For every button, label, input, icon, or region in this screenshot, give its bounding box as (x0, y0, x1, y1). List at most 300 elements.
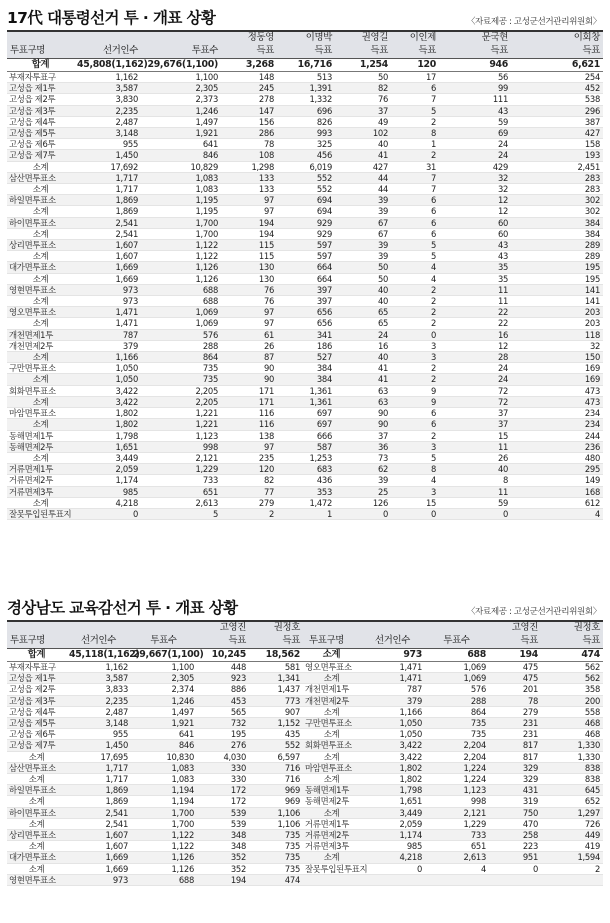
cell-lee-myung-bak: 1,361 (277, 396, 335, 407)
cell-votes: 2,373 (141, 94, 221, 105)
cell-district: 소계 (7, 273, 75, 284)
cell-votes: 846 (141, 150, 221, 161)
cell-lee-hoi-chang: 384 (511, 217, 603, 228)
header-candidate-name: 이인제 (391, 31, 439, 45)
cell-moon-kook-hyun: 24 (439, 363, 511, 374)
cell-ko-young-jin: 352 (197, 852, 249, 863)
cell-votes: 1,126 (131, 852, 197, 863)
cell-votes: 733 (425, 830, 489, 841)
header-candidate-name: 권영길 (335, 31, 391, 45)
cell-lee-myung-bak: 1 (277, 508, 335, 519)
cell-district: 동해면제2투 (303, 796, 361, 807)
table-row (7, 329, 603, 340)
cell-electors: 379 (361, 695, 425, 706)
cell-lee-myung-bak: 513 (277, 72, 335, 83)
cell-votes: 864 (425, 706, 489, 717)
cell-kwon-jung-ho: 1,594 (541, 852, 603, 863)
cell-kwon-young-ghil: 39 (335, 251, 391, 262)
cell-lee-hoi-chang: 295 (511, 464, 603, 475)
table-row (7, 818, 603, 829)
cell-moon-kook-hyun: 60 (439, 228, 511, 239)
cell-kwon-young-ghil: 73 (335, 452, 391, 463)
cell-chung-dong-young: 138 (221, 430, 277, 441)
cell-electors: 1,651 (361, 796, 425, 807)
cell-lee-in-je: 2 (391, 116, 439, 127)
cell-votes: 2,204 (425, 740, 489, 751)
cell-electors: 4,218 (75, 497, 141, 508)
cell-chung-dong-young: 148 (221, 72, 277, 83)
cell-electors: 3,148 (75, 128, 141, 139)
cell-district: 거류면제1투 (7, 464, 75, 475)
subtotal-row (7, 318, 603, 329)
cell-moon-kook-hyun: 111 (439, 94, 511, 105)
cell-district: 영오면투표소 (7, 307, 75, 318)
header-blank (361, 621, 425, 635)
cell-chung-dong-young: 82 (221, 475, 277, 486)
cell-electors: 3,587 (67, 673, 131, 684)
cell-votes: 2,305 (131, 673, 197, 684)
cell-lee-in-je: 6 (391, 206, 439, 217)
cell-electors: 1,717 (67, 762, 131, 773)
cell-kwon-jung-ho: 558 (541, 706, 603, 717)
cell-electors: 1,798 (75, 430, 141, 441)
cell-electors: 1,869 (67, 785, 131, 796)
header-candidate-name: 정동영 (221, 31, 277, 45)
cell-kwon-jung-ho: 645 (541, 785, 603, 796)
cell-lee-myung-bak: 587 (277, 441, 335, 452)
cell-district: 고성읍 제1투 (7, 673, 67, 684)
cell-kwon-young-ghil: 67 (335, 228, 391, 239)
cell-lee-in-je: 7 (391, 94, 439, 105)
cell-electors: 1,050 (75, 363, 141, 374)
cell-ko-young-jin: 951 (489, 852, 541, 863)
table-row (7, 150, 603, 161)
cell-votes: 735 (141, 374, 221, 385)
header-votes-received: 득표 (489, 635, 541, 649)
cell-moon-kook-hyun: 43 (439, 251, 511, 262)
cell-electors: 787 (361, 684, 425, 695)
cell-ko-young-jin: 195 (197, 729, 249, 740)
cell-district: 거류면제3투 (303, 841, 361, 852)
header-district-label: 투표구명 (7, 635, 67, 649)
cell-district: 고성읍 제4투 (7, 706, 67, 717)
cell-district: 고성읍 제7투 (7, 740, 67, 751)
cell-electors: 1,162 (75, 72, 141, 83)
cell-electors: 2,487 (67, 706, 131, 717)
cell-votes: 1,100 (131, 662, 197, 673)
cell-votes: 1,229 (425, 818, 489, 829)
cell-lee-myung-bak: 384 (277, 363, 335, 374)
header-electors: 선거인수 (75, 45, 141, 59)
cell-lee-myung-bak: 397 (277, 284, 335, 295)
cell-lee-in-je: 2 (391, 307, 439, 318)
presidential-header-row-2 (7, 45, 603, 59)
cell-district: 소계 (7, 318, 75, 329)
cell-moon-kook-hyun: 0 (439, 508, 511, 519)
cell-chung-dong-young: 147 (221, 105, 277, 116)
cell-district: 동해면제1투 (7, 430, 75, 441)
cell-moon-kook-hyun: 37 (439, 419, 511, 430)
cell-kwon-young-ghil: 41 (335, 374, 391, 385)
cell-chung-dong-young: 2 (221, 508, 277, 519)
cell-ko-young-jin: 565 (197, 706, 249, 717)
cell-electors: 1,174 (75, 475, 141, 486)
header-blank (303, 621, 361, 635)
cell-ko-young-jin: 279 (489, 706, 541, 717)
cell-lee-in-je: 0 (391, 508, 439, 519)
subtotal-row (7, 206, 603, 217)
cell-district: 구만면투표소 (7, 363, 75, 374)
cell-district: 개천면제1투 (7, 329, 75, 340)
table-row (7, 830, 603, 841)
subtotal-row (7, 273, 603, 284)
cell-lee-myung-bak: 16,716 (277, 59, 335, 72)
cell-district: 소계 (303, 774, 361, 785)
cell-electors: 955 (75, 139, 141, 150)
cell-lee-hoi-chang: 244 (511, 430, 603, 441)
cell-electors: 3,422 (75, 385, 141, 396)
cell-lee-myung-bak: 826 (277, 116, 335, 127)
cell-district: 합계 (7, 649, 67, 662)
cell-district: 합계 (7, 59, 75, 72)
cell-lee-hoi-chang: 195 (511, 273, 603, 284)
cell-electors: 973 (75, 296, 141, 307)
cell-lee-myung-bak: 696 (277, 105, 335, 116)
table-row (7, 718, 603, 729)
cell-electors: 3,449 (361, 807, 425, 818)
cell-kwon-young-ghil: 40 (335, 284, 391, 295)
cell-lee-myung-bak: 436 (277, 475, 335, 486)
cell-kwon-jung-ho: 581 (249, 662, 303, 673)
cell-kwon-young-ghil: 39 (335, 475, 391, 486)
cell-chung-dong-young: 133 (221, 172, 277, 183)
cell-kwon-young-ghil: 39 (335, 240, 391, 251)
cell-lee-hoi-chang: 149 (511, 475, 603, 486)
header-blank (425, 621, 489, 635)
cell-kwon-jung-ho: 474 (249, 874, 303, 885)
cell-electors: 1,471 (75, 318, 141, 329)
cell-votes: 1,195 (141, 206, 221, 217)
cell-lee-in-je: 15 (391, 497, 439, 508)
header-votes-top (141, 31, 221, 45)
cell-votes: 1,122 (131, 830, 197, 841)
cell-lee-hoi-chang: 473 (511, 385, 603, 396)
cell-kwon-young-ghil: 65 (335, 318, 391, 329)
cell-votes: 1,497 (141, 116, 221, 127)
cell-lee-hoi-chang: 473 (511, 396, 603, 407)
cell-district: 거류면제3투 (7, 486, 75, 497)
cell-lee-hoi-chang: 150 (511, 352, 603, 363)
cell-district: 소계 (7, 863, 67, 874)
cell-moon-kook-hyun: 8 (439, 475, 511, 486)
subtotal-row (7, 396, 603, 407)
cell-lee-myung-bak: 697 (277, 408, 335, 419)
cell-electors: 3,833 (67, 684, 131, 695)
cell-lee-hoi-chang: 169 (511, 363, 603, 374)
cell-votes: 1,195 (141, 195, 221, 206)
cell-moon-kook-hyun: 16 (439, 329, 511, 340)
table-row (7, 796, 603, 807)
cell-lee-hoi-chang: 203 (511, 307, 603, 318)
cell-district: 부재자투표구 (7, 662, 67, 673)
cell-moon-kook-hyun: 22 (439, 307, 511, 318)
cell-ko-young-jin: 329 (489, 762, 541, 773)
cell-electors: 1,717 (75, 184, 141, 195)
cell-electors: 17,695 (67, 751, 131, 762)
cell-kwon-jung-ho: 468 (541, 729, 603, 740)
cell-kwon-young-ghil: 16 (335, 340, 391, 351)
cell-district: 고성읍 제3투 (7, 695, 67, 706)
cell-electors: 1,050 (361, 729, 425, 740)
cell-ko-young-jin: 431 (489, 785, 541, 796)
subtotal-row (7, 352, 603, 363)
cell-kwon-jung-ho: 773 (249, 695, 303, 706)
cell-kwon-jung-ho: 1,297 (541, 807, 603, 818)
cell-electors: 1,869 (75, 195, 141, 206)
cell-votes: 1,083 (131, 774, 197, 785)
cell-lee-hoi-chang: 193 (511, 150, 603, 161)
header-votes-received: 득표 (335, 45, 391, 59)
cell-lee-hoi-chang: 538 (511, 94, 603, 105)
table-row (7, 83, 603, 94)
table-row (7, 751, 603, 762)
header-votes-received: 득표 (249, 635, 303, 649)
cell-lee-myung-bak: 694 (277, 206, 335, 217)
cell-lee-in-je: 9 (391, 396, 439, 407)
cell-votes: 1,083 (141, 172, 221, 183)
cell-lee-in-je: 6 (391, 217, 439, 228)
cell-electors: 0 (75, 508, 141, 519)
cell-votes: 688 (131, 874, 197, 885)
cell-kwon-young-ghil: 41 (335, 150, 391, 161)
cell-district: 거류면제2투 (7, 475, 75, 486)
table-row (7, 408, 603, 419)
cell-district (303, 874, 361, 885)
cell-kwon-jung-ho: 200 (541, 695, 603, 706)
cell-ko-young-jin: 470 (489, 818, 541, 829)
cell-district: 고성읍 제5투 (7, 718, 67, 729)
cell-electors: 1,802 (75, 419, 141, 430)
cell-moon-kook-hyun: 24 (439, 374, 511, 385)
cell-district: 고성읍 제3투 (7, 105, 75, 116)
cell-votes: 1,083 (141, 184, 221, 195)
cell-electors: 2,235 (75, 105, 141, 116)
cell-district: 고성읍 제7투 (7, 150, 75, 161)
cell-votes: 1,700 (131, 807, 197, 818)
cell-lee-in-je: 2 (391, 430, 439, 441)
cell-votes: 651 (141, 486, 221, 497)
cell-kwon-young-ghil: 37 (335, 430, 391, 441)
cell-lee-hoi-chang: 169 (511, 374, 603, 385)
cell-ko-young-jin: 475 (489, 673, 541, 684)
cell-district: 소계 (303, 706, 361, 717)
cell-votes: 2,204 (425, 751, 489, 762)
cell-votes: 1,122 (131, 841, 197, 852)
cell-chung-dong-young: 194 (221, 217, 277, 228)
cell-kwon-jung-ho: 1,330 (541, 740, 603, 751)
cell-kwon-young-ghil: 90 (335, 419, 391, 430)
table-row (7, 774, 603, 785)
cell-moon-kook-hyun: 24 (439, 150, 511, 161)
cell-district: 소계 (7, 841, 67, 852)
cell-kwon-young-ghil: 40 (335, 296, 391, 307)
cell-chung-dong-young: 97 (221, 206, 277, 217)
cell-kwon-young-ghil: 67 (335, 217, 391, 228)
cell-ko-young-jin: 817 (489, 740, 541, 751)
cell-electors: 17,692 (75, 161, 141, 172)
table-row (7, 128, 603, 139)
cell-moon-kook-hyun: 946 (439, 59, 511, 72)
table-row (7, 475, 603, 486)
cell-electors: 3,830 (75, 94, 141, 105)
cell-moon-kook-hyun: 43 (439, 105, 511, 116)
cell-electors: 1,717 (67, 774, 131, 785)
cell-votes: 735 (425, 718, 489, 729)
cell-lee-hoi-chang: 384 (511, 228, 603, 239)
cell-moon-kook-hyun: 72 (439, 385, 511, 396)
cell-district: 고성읍 제6투 (7, 729, 67, 740)
table-row (7, 262, 603, 273)
cell-votes: 1,083 (131, 762, 197, 773)
cell-electors: 1,669 (75, 273, 141, 284)
cell-votes: 998 (141, 441, 221, 452)
cell-district: 영현면투표소 (7, 874, 67, 885)
cell-votes: 1,700 (141, 228, 221, 239)
cell-electors: 1,669 (75, 262, 141, 273)
header-electors-top (75, 31, 141, 45)
cell-kwon-jung-ho: 716 (249, 774, 303, 785)
cell-electors: 1,651 (75, 441, 141, 452)
cell-electors: 1,166 (75, 352, 141, 363)
cell-votes: 4 (425, 863, 489, 874)
cell-district: 회화면투표소 (303, 740, 361, 751)
cell-moon-kook-hyun: 22 (439, 318, 511, 329)
header-votes-received: 득표 (439, 45, 511, 59)
cell-kwon-jung-ho: 1,106 (249, 818, 303, 829)
cell-ko-young-jin: 539 (197, 818, 249, 829)
subtotal-row (7, 419, 603, 430)
cell-chung-dong-young: 90 (221, 374, 277, 385)
cell-moon-kook-hyun: 32 (439, 184, 511, 195)
table-row (7, 841, 603, 852)
header-votes: 투표수 (425, 635, 489, 649)
cell-lee-hoi-chang: 283 (511, 184, 603, 195)
cell-ko-young-jin: 0 (489, 863, 541, 874)
cell-electors: 45,808(1,162) (77, 59, 148, 70)
cell-lee-myung-bak: 1,391 (277, 83, 335, 94)
cell-votes: 688 (425, 649, 489, 662)
cell-votes: 1,229 (141, 464, 221, 475)
cell-votes: 1,221 (141, 419, 221, 430)
cell-district: 소계 (303, 729, 361, 740)
education-table (7, 620, 603, 886)
cell-lee-in-je: 4 (391, 273, 439, 284)
table-row (7, 363, 603, 374)
cell-electors: 2,059 (361, 818, 425, 829)
cell-votes: 1,224 (425, 762, 489, 773)
cell-kwon-young-ghil: 126 (335, 497, 391, 508)
cell-electors: 955 (67, 729, 131, 740)
cell-electors: 1,174 (361, 830, 425, 841)
cell-votes: 1,921 (141, 128, 221, 139)
header-electors: 선거인수 (67, 635, 131, 649)
cell-electors: 1,869 (67, 796, 131, 807)
cell-kwon-young-ghil: 49 (335, 116, 391, 127)
cell-votes: 735 (141, 363, 221, 374)
cell-kwon-jung-ho: 838 (541, 774, 603, 785)
cell-electors (361, 874, 425, 885)
cell-district: 소계 (303, 649, 361, 662)
cell-electors: 3,587 (75, 83, 141, 94)
cell-votes: 1,069 (425, 673, 489, 684)
cell-lee-myung-bak: 325 (277, 139, 335, 150)
cell-moon-kook-hyun: 24 (439, 139, 511, 150)
cell-votes: 2,205 (141, 385, 221, 396)
cell-lee-in-je: 2 (391, 150, 439, 161)
subtotal-row (7, 161, 603, 172)
cell-lee-myung-bak: 186 (277, 340, 335, 351)
cell-votes: 1,126 (141, 273, 221, 284)
cell-votes: 688 (141, 284, 221, 295)
cell-kwon-young-ghil: 0 (335, 508, 391, 519)
cell-votes: 1,123 (141, 430, 221, 441)
cell-district: 구만면투표소 (303, 718, 361, 729)
cell-moon-kook-hyun: 28 (439, 352, 511, 363)
cell-lee-hoi-chang: 234 (511, 408, 603, 419)
cell-kwon-jung-ho: 2 (541, 863, 603, 874)
cell-district: 소계 (7, 251, 75, 262)
cell-votes: 576 (141, 329, 221, 340)
table-row (7, 729, 603, 740)
cell-electors: 2,541 (67, 818, 131, 829)
cell-moon-kook-hyun: 40 (439, 464, 511, 475)
cell-chung-dong-young: 116 (221, 408, 277, 419)
cell-ko-young-jin: 348 (197, 830, 249, 841)
cell-kwon-young-ghil: 39 (335, 206, 391, 217)
cell-lee-in-je: 2 (391, 374, 439, 385)
table-row (7, 72, 603, 83)
header-candidate-name: 이명박 (277, 31, 335, 45)
cell-lee-in-je: 5 (391, 105, 439, 116)
cell-electors: 1,162 (67, 662, 131, 673)
cell-electors: 1,166 (361, 706, 425, 717)
cell-district: 소계 (7, 774, 67, 785)
cell-lee-in-je: 9 (391, 385, 439, 396)
header-candidate-name: 문국현 (439, 31, 511, 45)
table-row (7, 307, 603, 318)
cell-district: 대가면투표소 (7, 262, 75, 273)
cell-district: 소계 (7, 206, 75, 217)
cell-lee-in-je: 3 (391, 340, 439, 351)
cell-lee-myung-bak: 656 (277, 307, 335, 318)
cell-kwon-jung-ho: 435 (249, 729, 303, 740)
cell-lee-in-je: 7 (391, 172, 439, 183)
cell-lee-myung-bak: 697 (277, 419, 335, 430)
table-row (7, 284, 603, 295)
cell-kwon-jung-ho: 969 (249, 796, 303, 807)
subtotal-row (7, 296, 603, 307)
table-row (7, 785, 603, 796)
table-row (7, 116, 603, 127)
cell-lee-myung-bak: 664 (277, 273, 335, 284)
cell-kwon-jung-ho (541, 874, 603, 885)
cell-lee-in-je: 0 (391, 329, 439, 340)
cell-lee-in-je: 8 (391, 464, 439, 475)
cell-electors: 1,802 (361, 774, 425, 785)
cell-ko-young-jin: 329 (489, 774, 541, 785)
cell-kwon-jung-ho: 735 (249, 863, 303, 874)
cell-chung-dong-young: 116 (221, 419, 277, 430)
